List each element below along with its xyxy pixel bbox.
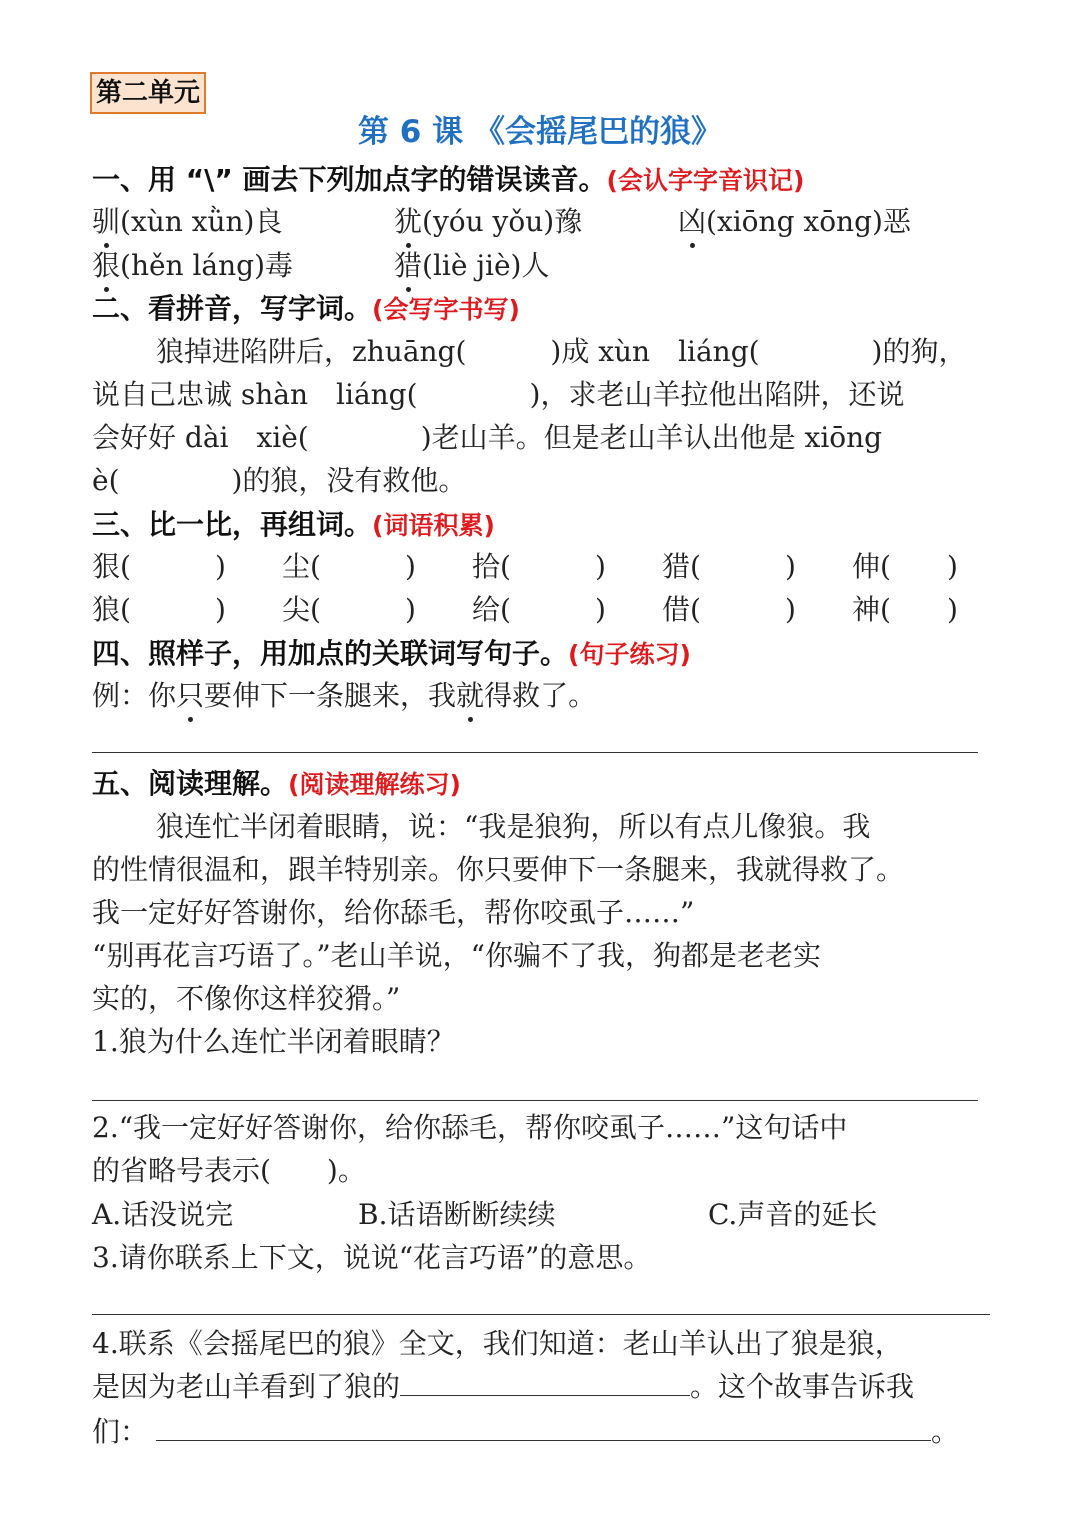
fill-blank[interactable] — [400, 1365, 690, 1396]
compare-char: 神 — [852, 593, 881, 626]
compare-item: 尖( ) — [282, 593, 416, 626]
compare-item: 狠( ) — [92, 550, 226, 583]
compare-item: 尘( ) — [282, 550, 416, 583]
reading-paragraph-line: 的性情很温和，跟羊特别亲。你只要伸下一条腿来，我就得救了。 — [92, 853, 905, 886]
compare-item: 神( ) — [852, 593, 958, 626]
section-4-title: 四、照样子，用加点的关联词写句子。 — [92, 637, 569, 670]
answer-line[interactable] — [92, 752, 978, 753]
section-2-tag: (会写字书写) — [372, 295, 520, 324]
pinyin-options: (xùn xǜn) — [120, 205, 255, 238]
reading-paragraph-line: 狼连忙半闭着眼睛，说：“我是狼狗，所以有点儿像狼。我 — [156, 810, 871, 843]
pinyin-options: (liè jiè) — [422, 249, 522, 282]
compare-char: 猎 — [662, 550, 691, 583]
section-1-title: 一、用 “\” 画去下列加点字的错误读音。 — [92, 163, 607, 196]
question-4: 4.联系《会摇尾巴的狼》全文，我们知道：老山羊认出了狼是狼， — [92, 1327, 903, 1360]
word-tail: 良 — [254, 205, 283, 238]
dotted-char: 犹 — [394, 200, 422, 244]
answer-line[interactable] — [92, 1100, 978, 1101]
word-tail: 人 — [521, 249, 550, 282]
question-2: 2.“我一定好好答谢你，给你舔毛，帮你咬虱子……”这句话中 — [92, 1111, 848, 1144]
section-4-heading — [92, 632, 691, 677]
compare-item: 伸( ) — [852, 550, 958, 583]
section-5-heading — [92, 762, 461, 807]
question-1: 1.狼为什么连忙半闭着眼睛？ — [92, 1025, 455, 1058]
dotted-char: 凶 — [678, 200, 706, 244]
pinyin-paragraph-line: 会好好 dài xiè( )老山羊。但是老山羊认出他是 xiōng — [92, 421, 883, 454]
question-4-end — [92, 1410, 959, 1454]
section-2-heading — [92, 287, 520, 332]
word-tail: 恶 — [882, 205, 911, 238]
compare-char: 狼 — [92, 593, 121, 626]
dotted-char: 驯 — [92, 200, 120, 244]
compare-item: 拾( ) — [472, 550, 606, 583]
compare-item: 借( ) — [662, 593, 796, 626]
question-2-continued: 的省略号表示( )。 — [92, 1154, 366, 1187]
question-3: 3.请你联系上下文，说说“花言巧语”的意思。 — [92, 1241, 652, 1274]
unit-label: 第二单元 — [90, 72, 206, 114]
reading-paragraph-line: 实的，不像你这样狡猾。” — [92, 982, 401, 1015]
pinyin-paragraph-line: 说自己忠诚 shàn liáng( )，求老山羊拉他出陷阱，还说 — [92, 378, 905, 411]
section-3-heading — [92, 503, 495, 548]
section-3-title: 三、比一比，再组词。 — [92, 508, 373, 541]
compare-item: 给( ) — [472, 593, 606, 626]
section-5-tag: (阅读理解练习) — [288, 770, 461, 799]
question-text: 。 — [931, 1415, 960, 1448]
option-b[interactable]: B.话语断断续续 — [358, 1198, 556, 1231]
pinyin-options: (hěn láng) — [120, 249, 266, 282]
answer-line[interactable] — [92, 1314, 990, 1315]
word-tail: 豫 — [554, 205, 583, 238]
section-1-heading — [92, 158, 804, 203]
question-4-continued — [92, 1365, 914, 1409]
pinyin-item — [92, 200, 283, 244]
dotted-char: 就 — [456, 674, 484, 718]
example-text: 要伸下一条腿来，我 — [204, 679, 457, 712]
question-text: 们： — [92, 1415, 149, 1448]
section-5-title: 五、阅读理解。 — [92, 767, 289, 800]
question-text: 。这个故事告诉我 — [690, 1370, 915, 1403]
dotted-char: 只 — [176, 674, 204, 718]
pinyin-item — [678, 200, 911, 244]
compare-char: 尘 — [282, 550, 311, 583]
compare-char: 尖 — [282, 593, 311, 626]
section-2-title: 二、看拼音，写字词。 — [92, 292, 373, 325]
pinyin-options: (xiōng xōng) — [706, 205, 883, 238]
pinyin-item — [92, 244, 293, 288]
example-sentence — [92, 674, 596, 718]
compare-item: 狼( ) — [92, 593, 226, 626]
pinyin-options: (yóu yǒu) — [422, 205, 555, 238]
section-1-tag: (会认字字音识记) — [606, 166, 805, 195]
word-tail: 毒 — [265, 249, 294, 282]
example-text: 例：你 — [92, 679, 177, 712]
compare-char: 伸 — [852, 550, 881, 583]
section-4-tag: (句子练习) — [568, 640, 691, 669]
dotted-char: 狠 — [92, 244, 120, 288]
pinyin-item — [394, 200, 582, 244]
option-c[interactable]: C.声音的延长 — [708, 1198, 878, 1231]
lesson-title: 第 6 课 《会摇尾巴的狼》 — [358, 114, 722, 150]
question-text: 是因为老山羊看到了狼的 — [92, 1370, 401, 1403]
reading-paragraph-line: “别再花言巧语了。”老山羊说，“你骗不了我，狗都是老老实 — [92, 939, 821, 972]
compare-char: 借 — [662, 593, 691, 626]
pinyin-paragraph-line: è( )的狼，没有救他。 — [92, 464, 467, 497]
dotted-char: 猎 — [394, 244, 422, 288]
compare-char: 狠 — [92, 550, 121, 583]
compare-char: 拾 — [472, 550, 501, 583]
compare-item: 猎( ) — [662, 550, 796, 583]
pinyin-paragraph-line: 狼掉进陷阱后，zhuāng( )成 xùn liáng( )的狗， — [156, 335, 967, 368]
reading-paragraph-line: 我一定好好答谢你，给你舔毛，帮你咬虱子……” — [92, 896, 695, 929]
fill-blank[interactable] — [156, 1410, 931, 1441]
compare-char: 给 — [472, 593, 501, 626]
example-text: 得救了。 — [484, 679, 597, 712]
section-3-tag: (词语积累) — [372, 511, 495, 540]
option-a[interactable]: A.话没说完 — [92, 1198, 234, 1231]
pinyin-item — [394, 244, 549, 288]
